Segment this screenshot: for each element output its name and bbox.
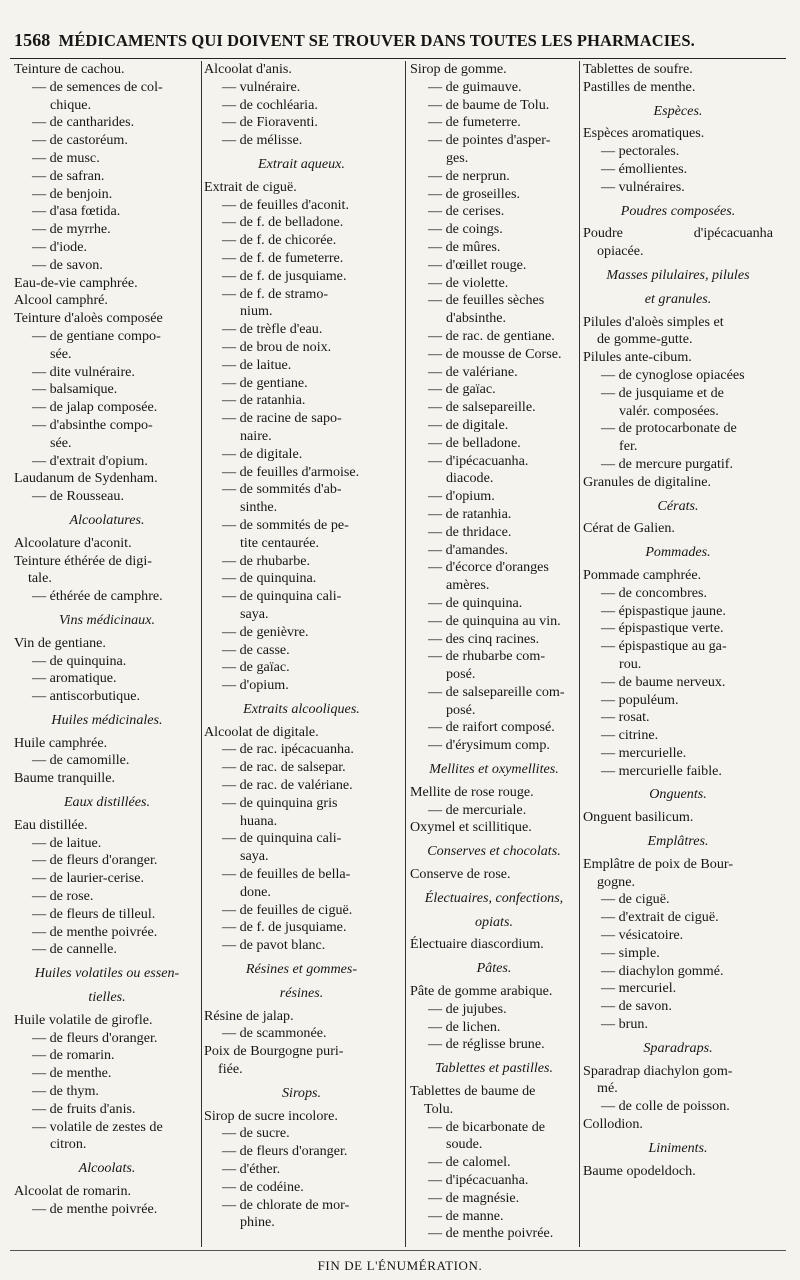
sub-entry: — rosat. (601, 709, 650, 726)
sub-entry: — brun. (601, 1016, 648, 1033)
sub-entry: — simple. (601, 944, 660, 961)
sub-entry: — de laitue. (32, 834, 102, 851)
list-entry: Teinture d'aloès composée (14, 310, 163, 327)
sub-entry: — de coings. (428, 221, 503, 238)
text-column-1 (14, 61, 200, 1247)
sub-entry: — de cochléaria. (222, 96, 318, 113)
list-entry: Baume tranquille. (14, 770, 115, 787)
sub-entry: — d'opium. (428, 488, 495, 505)
sub-entry: — de Fioraventi. (222, 114, 318, 131)
list-entry: Oxymel et scillitique. (410, 819, 532, 836)
sub-entry: — de rac. de gentiane. (428, 327, 555, 344)
section-heading: résines. (279, 984, 324, 1001)
sub-entry: — de savon. (32, 256, 103, 273)
list-entry: Alcoolat d'anis. (204, 61, 292, 77)
list-entry: Sirop de gomme. (410, 61, 507, 77)
sub-entry: — de jusquiame et de (601, 384, 724, 401)
section-heading: Espèces. (653, 102, 703, 119)
sub-entry: — de safran. (32, 167, 105, 184)
sub-entry: — de fleurs d'oranger. (222, 1143, 348, 1160)
list-entry: Pastilles de menthe. (583, 78, 696, 95)
entry-continuation: gogne. (597, 873, 635, 890)
sub-entry: — vésicatoire. (601, 927, 684, 944)
sub-entry: — d'asa fœtida. (32, 203, 121, 220)
entry-continuation: saya. (240, 848, 269, 865)
entry-continuation: d'absinthe. (446, 310, 507, 327)
column-divider (405, 61, 406, 1247)
list-entry: Tablettes de soufre. (583, 61, 693, 77)
section-heading: Électuaires, confections, (424, 889, 564, 906)
sub-entry: — de pavot blanc. (222, 937, 326, 954)
entry-continuation: posé. (446, 701, 476, 718)
sub-entry: — volatile de zestes de (32, 1118, 163, 1135)
list-entry: Huile camphrée. (14, 734, 108, 751)
section-heading: Emplâtres. (647, 833, 709, 850)
sub-entry: — de quinquina. (222, 570, 317, 587)
list-entry: Eau distillée. (14, 816, 88, 833)
section-heading: Extraits alcooliques. (243, 700, 360, 717)
list-entry: Alcool camphré. (14, 292, 108, 309)
sub-entry: — de lichen. (428, 1018, 501, 1035)
sub-entry: — de genièvre. (222, 623, 309, 640)
section-heading: Extrait aqueux. (258, 155, 345, 172)
column-divider (579, 61, 580, 1247)
section-heading: Liniments. (648, 1139, 708, 1156)
sub-entry: — d'opium. (222, 677, 289, 694)
list-entry: Alcoolature d'aconit. (14, 534, 132, 551)
sub-entry: — de fumeterre. (428, 114, 521, 131)
section-heading: Eaux distillées. (63, 794, 151, 811)
sub-entry: — épispastique jaune. (601, 602, 726, 619)
section-heading: Conserves et chocolats. (427, 843, 561, 860)
entry-continuation: nium. (240, 303, 273, 320)
sub-entry: — balsamique. (32, 381, 118, 398)
sub-entry: — de rhubarbe com- (428, 648, 546, 665)
sub-entry: — de réglisse brune. (428, 1036, 545, 1053)
sub-entry: — de quinquina gris (222, 794, 338, 811)
sub-entry: — dite vulnéraire. (32, 363, 135, 380)
sub-entry: — d'extrait de ciguë. (601, 909, 719, 926)
list-entry: Pilules d'aloès simples et (583, 313, 724, 330)
sub-entry: — de chlorate de mor- (222, 1196, 350, 1213)
sub-entry: — de feuilles sèches (428, 292, 545, 309)
text-column-4 (583, 61, 773, 1247)
sub-entry: — de castoréum. (32, 132, 128, 149)
entry-continuation: sée. (50, 345, 72, 362)
sub-entry: — de quinquina. (428, 594, 523, 611)
list-entry: Espèces aromatiques. (583, 125, 705, 142)
sub-entry: — épispastique au ga- (601, 638, 727, 655)
sub-entry: — de bicarbonate de (428, 1118, 546, 1135)
list-entry: Sparadrap diachylon gom- (583, 1062, 733, 1079)
sub-entry: — de semences de col- (32, 78, 163, 95)
sub-entry: — de salsepareille. (428, 399, 536, 416)
sub-entry: — de f. de jusquiame. (222, 267, 347, 284)
sub-entry: — de mercuriale. (428, 801, 527, 818)
section-heading: Pâtes. (476, 960, 512, 977)
section-heading: tielles. (88, 989, 126, 1006)
entry-continuation: diacode. (446, 470, 494, 487)
list-entry: Granules de digitaline. (583, 473, 711, 490)
sub-entry: — de calomel. (428, 1154, 511, 1171)
sub-entry: — d'érysimum comp. (428, 737, 550, 754)
sub-entry: — de rac. de valériane. (222, 777, 353, 794)
sub-entry: — de feuilles de bella- (222, 866, 351, 883)
section-heading: Mellites et oxymellites. (429, 761, 559, 778)
sub-entry: — de fleurs d'oranger. (32, 1029, 158, 1046)
section-heading: Résines et gommes- (245, 961, 358, 978)
sub-entry: — vulnéraires. (601, 178, 685, 195)
sub-entry: — de savon. (601, 998, 672, 1015)
sub-entry: — de protocarbonate de (601, 420, 737, 437)
list-entry: Cérat de Galien. (583, 520, 675, 537)
sub-entry: — de manne. (428, 1207, 504, 1224)
list-entry: Onguent basilicum. (583, 809, 694, 826)
text-column-3 (410, 61, 578, 1247)
running-head (14, 30, 784, 56)
header-rule (10, 58, 786, 59)
list-entry: Huile volatile de girofle. (14, 1011, 153, 1028)
sub-entry: — de feuilles d'aconit. (222, 196, 349, 213)
sub-entry: — éthérée de camphre. (32, 588, 163, 605)
sub-entry: — de musc. (32, 149, 100, 166)
sub-entry: — de casse. (222, 641, 290, 658)
list-entry: Alcoolat de digitale. (204, 723, 319, 740)
sub-entry: — d'absinthe compo- (32, 416, 153, 433)
section-heading: Alcoolats. (78, 1160, 136, 1177)
entry-continuation: tale. (28, 570, 52, 587)
section-heading: Alcoolatures. (69, 511, 145, 528)
entry-continuation: phine. (240, 1214, 275, 1231)
list-entry: Teinture éthérée de digi- (14, 552, 152, 569)
list-entry: Alcoolat de romarin. (14, 1183, 132, 1200)
entry-continuation: fer. (619, 438, 638, 455)
sub-entry: — de ratanhia. (428, 505, 512, 522)
sub-entry: — d'écorce d'oranges (428, 559, 549, 576)
sub-entry: — de salsepareille com- (428, 683, 565, 700)
entry-continuation: huana. (240, 812, 278, 829)
sub-entry: — diachylon gommé. (601, 962, 724, 979)
sub-entry: — de magnésie. (428, 1189, 520, 1206)
sub-entry: — vulnéraire. (222, 78, 301, 95)
entry-continuation: amères. (446, 577, 490, 594)
list-entry: Poix de Bourgogne puri- (204, 1043, 344, 1060)
end-of-list-note: FIN DE L'ÉNUMÉRATION. (317, 1258, 483, 1273)
page-title: MÉDICAMENTS QUI DOIVENT SE TROUVER DANS TOUTES LES PHARMACIES. (58, 31, 695, 50)
sub-entry: — de digitale. (222, 445, 303, 462)
list-entry: Sirop de sucre incolore. (204, 1107, 338, 1124)
sub-entry: — de raifort composé. (428, 719, 555, 736)
sub-entry: — d'iode. (32, 238, 87, 255)
sub-entry: — citrine. (601, 727, 659, 744)
sub-entry: — de fleurs d'oranger. (32, 852, 158, 869)
list-entry: Extrait de ciguë. (204, 178, 297, 195)
sub-entry: — de nerprun. (428, 167, 510, 184)
sub-entry: — de digitale. (428, 416, 509, 433)
sub-entry: — de benjoin. (32, 185, 113, 202)
sub-entry: — de gaïac. (222, 659, 290, 676)
sub-entry: — d'œillet rouge. (428, 256, 527, 273)
list-entry: Pommade camphrée. (583, 566, 702, 583)
list-entry: Tablettes de baume de (410, 1083, 536, 1100)
sub-entry: — de quinquina. (32, 652, 127, 669)
sub-entry: — de camomille. (32, 752, 130, 769)
sub-entry: — de baume nerveux. (601, 673, 726, 690)
sub-entry: — de Rousseau. (32, 488, 124, 505)
section-heading: Pommades. (645, 544, 711, 561)
sub-entry: — de cannelle. (32, 941, 117, 958)
sub-entry: — de pointes d'asper- (428, 132, 551, 149)
sub-entry: — de racine de sapo- (222, 410, 342, 427)
sub-entry: — de concombres. (601, 584, 708, 601)
entry-continuation: rou. (619, 655, 642, 672)
sub-entry: — de myrrhe. (32, 221, 111, 238)
sub-entry: — aromatique. (32, 670, 117, 687)
sub-entry: — de rhubarbe. (222, 552, 311, 569)
section-heading: et granules. (644, 290, 712, 307)
sub-entry: — de mercure purgatif. (601, 455, 734, 472)
sub-entry: — d'éther. (222, 1161, 281, 1178)
sub-entry: — de laurier-cerise. (32, 870, 145, 887)
entry-continuation: valér. composées. (619, 402, 719, 419)
list-entry: Conserve de rose. (410, 866, 511, 883)
sub-entry: — de menthe poivrée. (428, 1225, 554, 1242)
section-heading: Onguents. (649, 786, 707, 803)
sub-entry: — de thym. (32, 1083, 99, 1100)
sub-entry: — des cinq racines. (428, 630, 540, 647)
sub-entry: — de brou de noix. (222, 338, 332, 355)
section-heading: Masses pilulaires, pilules (606, 266, 750, 283)
sub-entry: — de guimauve. (428, 78, 522, 95)
sub-entry: — pectorales. (601, 143, 680, 160)
sub-entry: — émollientes. (601, 160, 688, 177)
sub-entry: — de quinquina au vin. (428, 612, 561, 629)
entry-continuation: done. (240, 883, 271, 900)
list-entry: Vin de gentiane. (14, 634, 106, 651)
sub-entry: — de rac. de salsepar. (222, 759, 346, 776)
sub-entry: — de scammonée. (222, 1025, 327, 1042)
entry-continuation: sée. (50, 434, 72, 451)
sub-entry: — de jujubes. (428, 1000, 507, 1017)
sub-entry: — de rose. (32, 888, 94, 905)
entry-continuation: citron. (50, 1136, 87, 1153)
sub-entry: — de cynoglose opiacées (601, 366, 745, 383)
entry-continuation: chique. (50, 96, 92, 113)
entry-continuation: saya. (240, 605, 269, 622)
entry-continuation: fiée. (218, 1061, 243, 1078)
sub-entry: — d'amandes. (428, 541, 509, 558)
sub-entry: — d'extrait d'opium. (32, 452, 148, 469)
sub-entry: — populéum. (601, 691, 679, 708)
sub-entry: — de sommités de pe- (222, 516, 349, 533)
entry-continuation: posé. (446, 666, 476, 683)
sub-entry: — de thridace. (428, 523, 512, 540)
sub-entry: — épispastique verte. (601, 620, 724, 637)
section-heading: Cérats. (657, 497, 699, 514)
sub-entry: — de jalap composée. (32, 399, 158, 416)
list-entry: Emplâtre de poix de Bour- (583, 855, 734, 872)
sub-entry: — de fruits d'anis. (32, 1100, 136, 1117)
list-entry: Poudre d'ipécacuanha (583, 225, 773, 242)
sub-entry: — de groseilles. (428, 185, 520, 202)
section-heading: Huiles médicinales. (51, 711, 163, 728)
sub-entry: — de cerises. (428, 203, 505, 220)
section-heading: Poudres composées. (620, 202, 736, 219)
sub-entry: — de ratanhia. (222, 392, 306, 409)
list-entry: Teinture de cachou. (14, 61, 125, 77)
list-entry: Pilules ante-cibum. (583, 349, 692, 366)
section-heading: Vins médicinaux. (58, 611, 156, 628)
sub-entry: — de fleurs de tilleul. (32, 905, 156, 922)
entry-continuation: tite centaurée. (240, 534, 320, 551)
sub-entry: — de gentiane. (222, 374, 308, 391)
sub-entry: — de mélisse. (222, 132, 303, 149)
list-entry: Mellite de rose rouge. (410, 783, 534, 800)
sub-entry: — de menthe poivrée. (32, 923, 158, 940)
page-number: 1568 (14, 30, 51, 50)
sub-entry: — de feuilles de ciguë. (222, 901, 353, 918)
sub-entry: — de menthe poivrée. (32, 1200, 158, 1217)
sub-entry: — de gentiane compo- (32, 327, 161, 344)
list-entry: Eau-de-vie camphrée. (14, 274, 138, 291)
entry-continuation: mé. (597, 1080, 618, 1097)
entry-continuation: opiacée. (597, 243, 644, 260)
sub-entry: — de sucre. (222, 1125, 290, 1142)
sub-entry: — de menthe. (32, 1065, 112, 1082)
list-entry: Électuaire diascordium. (410, 936, 544, 953)
sub-entry: — de rac. ipécacuanha. (222, 741, 354, 758)
sub-entry: — antiscorbutique. (32, 688, 141, 705)
sub-entry: — de quinquina cali- (222, 830, 342, 847)
sub-entry: — de f. de belladone. (222, 214, 344, 231)
sub-entry: — de feuilles d'armoise. (222, 463, 360, 480)
section-heading: Huiles volatiles ou essen- (34, 965, 180, 982)
sub-entry: — de ciguë. (601, 891, 670, 908)
sub-entry: — de gaïac. (428, 381, 496, 398)
sub-entry: — de colle de poisson. (601, 1098, 730, 1115)
sub-entry: — de mousse de Corse. (428, 345, 562, 362)
section-heading: Sparadraps. (643, 1039, 713, 1056)
sub-entry: — de quinquina cali- (222, 588, 342, 605)
section-heading: Sirops. (281, 1084, 322, 1101)
sub-entry: — de valériane. (428, 363, 518, 380)
entry-continuation: Tolu. (424, 1100, 454, 1117)
sub-entry: — de violette. (428, 274, 509, 291)
sub-entry: — d'ipécacuanha. (428, 1172, 529, 1189)
text-column-2 (204, 61, 399, 1247)
list-entry: Laudanum de Sydenham. (14, 470, 158, 487)
column-divider (201, 61, 202, 1247)
list-entry: Résine de jalap. (204, 1007, 294, 1024)
sub-entry: — de f. de chicorée. (222, 232, 337, 249)
sub-entry: — de trèfle d'eau. (222, 321, 323, 338)
sub-entry: — de f. de jusquiame. (222, 919, 347, 936)
entry-continuation: soude. (446, 1136, 483, 1153)
sub-entry: — de mûres. (428, 238, 501, 255)
section-heading: opiats. (475, 913, 513, 930)
section-heading: Tablettes et pastilles. (434, 1060, 554, 1077)
list-entry: Baume opodeldoch. (583, 1162, 696, 1179)
sub-entry: — de romarin. (32, 1047, 115, 1064)
sub-entry: — mercurielle faible. (601, 762, 722, 779)
entry-continuation: ges. (446, 149, 469, 166)
sub-entry: — de baume de Tolu. (428, 96, 550, 113)
footer-rule (10, 1250, 786, 1251)
sub-entry: — de sommités d'ab- (222, 481, 342, 498)
sub-entry: — d'ipécacuanha. (428, 452, 529, 469)
list-entry: Collodion. (583, 1116, 643, 1133)
sub-entry: — de f. de fumeterre. (222, 249, 344, 266)
entry-continuation: de gomme-gutte. (597, 331, 693, 348)
entry-continuation: naire. (240, 427, 272, 444)
list-entry: Pâte de gomme arabique. (410, 983, 553, 1000)
sub-entry: — de belladone. (428, 434, 521, 451)
sub-entry: — de cantharides. (32, 114, 135, 131)
entry-continuation: sinthe. (240, 499, 278, 516)
sub-entry: — de f. de stramo- (222, 285, 329, 302)
sub-entry: — mercurielle. (601, 744, 687, 761)
sub-entry: — mercuriel. (601, 980, 677, 997)
sub-entry: — de laitue. (222, 356, 292, 373)
sub-entry: — de codéine. (222, 1178, 304, 1195)
